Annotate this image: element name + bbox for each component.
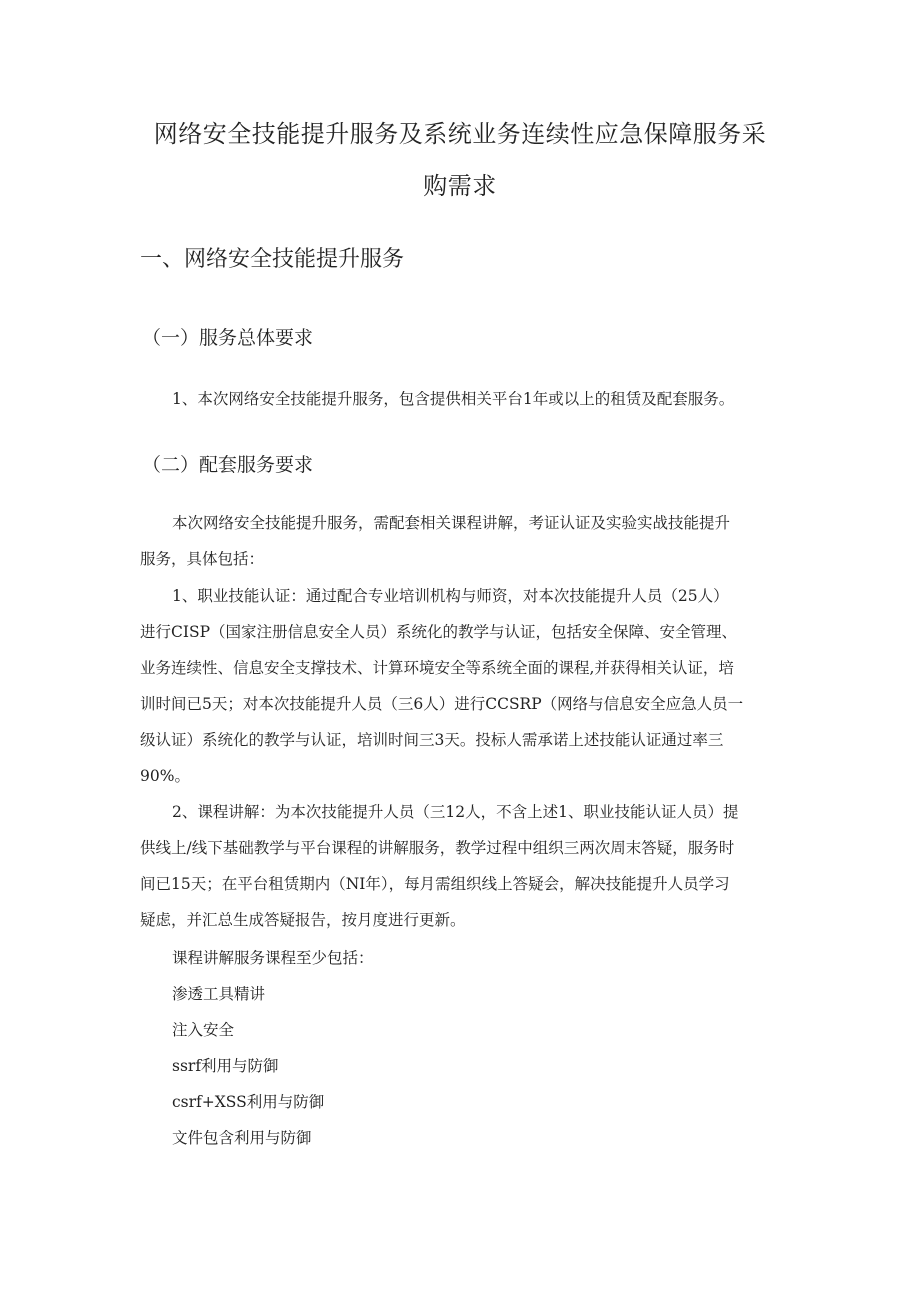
item-1-line-6: 90%。: [140, 767, 190, 785]
course-item: 文件包含利用与防御: [172, 1129, 312, 1147]
item-1-line-2: 进行CISP（国家注册信息安全人员）系统化的教学与认证，包括安全保障、安全管理、: [140, 623, 738, 641]
subsection-2-intro: [140, 505, 790, 577]
course-item: ssrf利用与防御: [172, 1057, 279, 1075]
title-line-2: 购需求: [423, 172, 497, 200]
item-2-paragraph: [140, 794, 790, 938]
course-item: 渗透工具精讲: [172, 985, 266, 1003]
item-1-line-1: 1、职业技能认证：通过配合专业培训机构与师资，对本次技能提升人员（25人）: [172, 587, 729, 605]
item-2-line-2: 供线上/线下基础教学与平台课程的讲解服务，教学过程中组织三两次周末答疑，服务时: [140, 839, 735, 857]
subsection-1-text: 1、本次网络安全技能提升服务，包含提供相关平台1年或以上的租赁及配套服务。: [172, 390, 735, 408]
subsection-1-paragraph: [140, 381, 790, 417]
item-2-line-1: 2、课程讲解：为本次技能提升人员（三12人，不含上述1、职业技能认证人员）提: [172, 803, 739, 821]
title-line-1: 网络安全技能提升服务及系统业务连续性应急保障服务采: [153, 120, 767, 148]
course-list-intro: 课程讲解服务课程至少包括：: [172, 949, 374, 967]
intro-line-2: 服务，具体包括：: [140, 550, 265, 568]
item-1-line-3: 业务连续性、信息安全支撑技术、计算环境安全等系统全面的课程,并获得相关认证，培: [140, 659, 734, 677]
intro-line-1: 本次网络安全技能提升服务，需配套相关课程讲解，考证认证及实验实战技能提升: [172, 514, 731, 532]
course-item: csrf+XSS利用与防御: [172, 1093, 325, 1111]
course-item: 注入安全: [172, 1021, 235, 1039]
subsection-1-heading: （一）服务总体要求: [142, 327, 314, 349]
subsection-2-heading: （二）配套服务要求: [142, 454, 314, 476]
item-2-line-4: 疑虑，并汇总生成答疑报告，按月度进行更新。: [140, 911, 466, 929]
item-1-paragraph: [140, 578, 790, 794]
item-2-line-3: 间已15天；在平台租赁期内（NI年），每月需组织线上答疑会，解决技能提升人员学习: [140, 875, 730, 893]
document-title: [130, 108, 790, 212]
section-1-heading: 一、网络安全技能提升服务: [140, 247, 405, 272]
item-1-line-5: 级认证）系统化的教学与认证，培训时间三3天。投标人需承诺上述技能认证通过率三: [140, 731, 724, 749]
item-1-line-4: 训时间已5天；对本次技能提升人员（三6人）进行CCSRP（网络与信息安全应急人员一: [140, 695, 744, 713]
